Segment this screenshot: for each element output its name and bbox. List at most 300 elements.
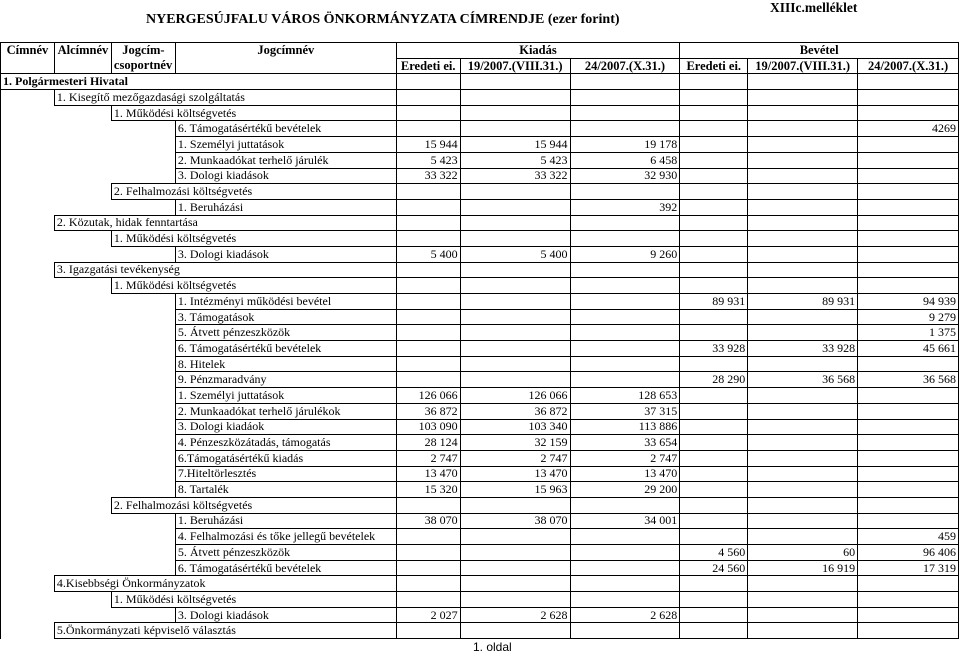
table-row <box>1 168 959 184</box>
cell-k3: 37 315 <box>570 403 680 419</box>
cell-b1 <box>680 403 748 419</box>
cell-k3: 9 260 <box>570 246 680 262</box>
cell-k3 <box>570 90 680 106</box>
cell-b1: 4 560 <box>680 545 748 561</box>
table-row <box>1 90 959 106</box>
row-label: 3. Dologi kiadások <box>175 607 396 623</box>
cell-k1 <box>396 74 460 90</box>
cell-b1 <box>680 246 748 262</box>
cell-b1 <box>680 199 748 215</box>
cell-k3: 34 001 <box>570 513 680 529</box>
table-row <box>1 482 959 498</box>
cell-k3: 33 654 <box>570 435 680 451</box>
row-label: 1. Kisegítő mezőgazdasági szolgáltatás <box>54 90 396 106</box>
cell-b2 <box>748 482 858 498</box>
col-k-24: 24/2007.(X.31.) <box>570 58 680 74</box>
cell-b2: 33 928 <box>748 341 858 357</box>
cell-b1 <box>680 278 748 294</box>
table-row <box>1 529 959 545</box>
cell-k2: 15 944 <box>460 137 570 153</box>
cell-k1: 2 027 <box>396 607 460 623</box>
cell-k1: 15 944 <box>396 137 460 153</box>
cell-k2 <box>460 184 570 200</box>
cell-b2 <box>748 388 858 404</box>
table-row <box>1 325 959 341</box>
cell-b2 <box>748 262 858 278</box>
cell-b2 <box>748 137 858 153</box>
annex-label: XIIIc.melléklet <box>770 0 858 15</box>
cell-k2 <box>460 497 570 513</box>
cell-k3 <box>570 325 680 341</box>
row-label: 8. Hitelek <box>175 356 396 372</box>
cell-k3 <box>570 545 680 561</box>
cell-b3 <box>858 137 959 153</box>
cell-k1: 5 400 <box>396 246 460 262</box>
col-b-19: 19/2007.(VIII.31.) <box>748 58 858 74</box>
cell-k1 <box>396 278 460 294</box>
row-label: 3. Dologi kiadások <box>175 246 396 262</box>
cell-b3: 4269 <box>858 121 959 137</box>
col-k-19: 19/2007.(VIII.31.) <box>460 58 570 74</box>
table-row <box>1 466 959 482</box>
cell-b2 <box>748 215 858 231</box>
cell-b2 <box>748 623 858 639</box>
cell-b1 <box>680 497 748 513</box>
cell-b1 <box>680 435 748 451</box>
cell-b1 <box>680 482 748 498</box>
row-label: 4. Pénzeszközátadás, támogatás <box>175 435 396 451</box>
row-label: 7.Hiteltörlesztés <box>175 466 396 482</box>
cell-k3: 6 458 <box>570 152 680 168</box>
cell-k2 <box>460 560 570 576</box>
cell-b2 <box>748 419 858 435</box>
cell-k3 <box>570 215 680 231</box>
cell-k2 <box>460 372 570 388</box>
cell-b2: 36 568 <box>748 372 858 388</box>
cell-b2 <box>748 309 858 325</box>
cell-k1 <box>396 560 460 576</box>
header-row-2 <box>1 58 959 74</box>
cell-b3: 1 375 <box>858 325 959 341</box>
cell-b1: 33 928 <box>680 341 748 357</box>
cell-k3 <box>570 74 680 90</box>
row-label: 5. Átvett pénzeszközök <box>175 325 396 341</box>
cell-b2 <box>748 356 858 372</box>
cell-k2 <box>460 74 570 90</box>
cell-b2: 16 919 <box>748 560 858 576</box>
cell-k2 <box>460 529 570 545</box>
header-row-1 <box>1 43 959 59</box>
row-label: 5.Önkormányzati képviselő választás <box>54 623 396 639</box>
col-jogcimcsoport-2: csoportnév <box>111 58 175 74</box>
row-label: 6.Támogatásértékű kiadás <box>175 450 396 466</box>
cell-b3 <box>858 482 959 498</box>
cell-k3: 13 470 <box>570 466 680 482</box>
row-label: 6. Támogatásértékű bevételek <box>175 121 396 137</box>
table-row <box>1 497 959 513</box>
table-row <box>1 262 959 278</box>
cell-b3 <box>858 152 959 168</box>
cell-k1 <box>396 215 460 231</box>
row-label: 3. Dologi kiadáok <box>175 419 396 435</box>
cell-b3: 459 <box>858 529 959 545</box>
cell-k1 <box>396 262 460 278</box>
cell-k1 <box>396 90 460 106</box>
table-row <box>1 309 959 325</box>
cell-k1: 13 470 <box>396 466 460 482</box>
row-label: 1. Működési költségvetés <box>111 231 396 247</box>
page-number: 1. oldal <box>473 640 512 654</box>
cell-b2: 60 <box>748 545 858 561</box>
cell-b1 <box>680 137 748 153</box>
cell-b1 <box>680 74 748 90</box>
cell-k2: 5 400 <box>460 246 570 262</box>
budget-table <box>0 42 959 639</box>
cell-b1 <box>680 215 748 231</box>
cell-k1: 126 066 <box>396 388 460 404</box>
cell-b2 <box>748 105 858 121</box>
cell-b3 <box>858 246 959 262</box>
cell-b1 <box>680 105 748 121</box>
cell-k1 <box>396 105 460 121</box>
cell-b2 <box>748 168 858 184</box>
cell-b2 <box>748 152 858 168</box>
cell-b1 <box>680 356 748 372</box>
cell-k2: 15 963 <box>460 482 570 498</box>
cell-k3: 19 178 <box>570 137 680 153</box>
cell-b3 <box>858 607 959 623</box>
cell-k2 <box>460 262 570 278</box>
cell-k1: 33 322 <box>396 168 460 184</box>
cell-k1 <box>396 309 460 325</box>
col-k-eredeti: Eredeti ei. <box>396 58 460 74</box>
cell-b3 <box>858 199 959 215</box>
cell-b2 <box>748 450 858 466</box>
row-label: 4. Felhalmozási és tőke jellegű bevételek <box>175 529 396 545</box>
table-body <box>1 74 959 639</box>
cell-b2 <box>748 497 858 513</box>
cell-k2 <box>460 341 570 357</box>
cell-k1 <box>396 341 460 357</box>
row-label: 3. Támogatások <box>175 309 396 325</box>
table-row <box>1 199 959 215</box>
row-label: 1. Polgármesteri Hivatal <box>1 74 397 90</box>
cell-k1 <box>396 592 460 608</box>
table-row <box>1 278 959 294</box>
cell-b2 <box>748 403 858 419</box>
row-label: 2. Felhalmozási költségvetés <box>111 184 396 200</box>
cell-k3 <box>570 497 680 513</box>
table-row <box>1 592 959 608</box>
row-label: 3. Dologi kiadások <box>175 168 396 184</box>
col-jogcimnev: Jogcímnév <box>175 43 396 59</box>
cell-b3 <box>858 576 959 592</box>
cell-b1 <box>680 576 748 592</box>
cell-b2 <box>748 576 858 592</box>
cell-k1: 38 070 <box>396 513 460 529</box>
row-label: 1. Intézményi működési bevétel <box>175 294 396 310</box>
table-row <box>1 607 959 623</box>
cell-b3 <box>858 450 959 466</box>
cell-k3 <box>570 592 680 608</box>
table-row <box>1 121 959 137</box>
cell-b1 <box>680 623 748 639</box>
table-row <box>1 341 959 357</box>
table-row <box>1 419 959 435</box>
cell-k3: 29 200 <box>570 482 680 498</box>
cell-k2 <box>460 545 570 561</box>
cell-b1 <box>680 231 748 247</box>
cell-b3 <box>858 513 959 529</box>
cell-b1: 28 290 <box>680 372 748 388</box>
table-row <box>1 231 959 247</box>
cell-b3 <box>858 231 959 247</box>
row-label: 1. Működési költségvetés <box>111 592 396 608</box>
cell-k3: 392 <box>570 199 680 215</box>
cell-b2 <box>748 121 858 137</box>
cell-k2 <box>460 199 570 215</box>
cell-b2 <box>748 466 858 482</box>
cell-b2 <box>748 607 858 623</box>
col-alcimnev: Alcímnév <box>54 43 111 59</box>
cell-k2 <box>460 105 570 121</box>
cell-b2 <box>748 231 858 247</box>
cell-b2 <box>748 90 858 106</box>
cell-k2 <box>460 576 570 592</box>
cell-b2 <box>748 529 858 545</box>
cell-b1 <box>680 388 748 404</box>
cell-k3 <box>570 278 680 294</box>
cell-k2: 38 070 <box>460 513 570 529</box>
row-label: 1. Személyi juttatások <box>175 137 396 153</box>
col-b-24: 24/2007.(X.31.) <box>858 58 959 74</box>
cell-k3 <box>570 105 680 121</box>
cell-b3 <box>858 435 959 451</box>
cell-b1: 24 560 <box>680 560 748 576</box>
cell-b1 <box>680 466 748 482</box>
table-row <box>1 560 959 576</box>
row-label: 9. Pénzmaradvány <box>175 372 396 388</box>
cell-b3: 17 319 <box>858 560 959 576</box>
row-label: 3. Igazgatási tevékenység <box>54 262 396 278</box>
table-row <box>1 372 959 388</box>
cell-b1 <box>680 325 748 341</box>
cell-k2: 2 747 <box>460 450 570 466</box>
row-label: 1. Működési költségvetés <box>111 105 396 121</box>
cell-k2 <box>460 356 570 372</box>
cell-k3 <box>570 529 680 545</box>
cell-k1 <box>396 497 460 513</box>
cell-k1 <box>396 325 460 341</box>
cell-b3 <box>858 262 959 278</box>
cell-k3 <box>570 576 680 592</box>
cell-k2: 36 872 <box>460 403 570 419</box>
table-row <box>1 105 959 121</box>
cell-k1: 15 320 <box>396 482 460 498</box>
cell-b1 <box>680 184 748 200</box>
table-row <box>1 137 959 153</box>
col-jogcimcsoport: Jogcím- <box>111 43 175 59</box>
cell-k2 <box>460 623 570 639</box>
cell-b3 <box>858 105 959 121</box>
table-row <box>1 623 959 639</box>
cell-k3: 128 653 <box>570 388 680 404</box>
row-label: 1. Beruházási <box>175 199 396 215</box>
cell-k1 <box>396 529 460 545</box>
cell-k3 <box>570 262 680 278</box>
col-b-eredeti: Eredeti ei. <box>680 58 748 74</box>
cell-k2: 2 628 <box>460 607 570 623</box>
table-row <box>1 388 959 404</box>
cell-k3 <box>570 356 680 372</box>
cell-k2: 5 423 <box>460 152 570 168</box>
cell-k1: 5 423 <box>396 152 460 168</box>
table-row <box>1 576 959 592</box>
table-row <box>1 513 959 529</box>
cell-k3: 2 747 <box>570 450 680 466</box>
cell-k2 <box>460 325 570 341</box>
cell-b3 <box>858 356 959 372</box>
cell-b1 <box>680 121 748 137</box>
cell-b3 <box>858 419 959 435</box>
col-kiadas: Kiadás <box>396 43 680 59</box>
cell-k1 <box>396 545 460 561</box>
cell-b3 <box>858 403 959 419</box>
cell-b2 <box>748 199 858 215</box>
cell-k2 <box>460 278 570 294</box>
cell-b3 <box>858 466 959 482</box>
cell-k2 <box>460 231 570 247</box>
cell-k3 <box>570 372 680 388</box>
cell-k1 <box>396 576 460 592</box>
cell-b2 <box>748 592 858 608</box>
cell-k1 <box>396 121 460 137</box>
table-row <box>1 246 959 262</box>
cell-k1: 36 872 <box>396 403 460 419</box>
col-bevetel: Bevétel <box>680 43 959 59</box>
cell-b2 <box>748 435 858 451</box>
cell-b1: 89 931 <box>680 294 748 310</box>
cell-k3: 2 628 <box>570 607 680 623</box>
cell-k1 <box>396 372 460 388</box>
col-cimnev: Címnév <box>1 43 55 59</box>
table-row <box>1 356 959 372</box>
cell-b3 <box>858 623 959 639</box>
cell-b3 <box>858 592 959 608</box>
cell-k3 <box>570 341 680 357</box>
cell-k3 <box>570 294 680 310</box>
cell-b1 <box>680 90 748 106</box>
cell-k2 <box>460 592 570 608</box>
cell-k3 <box>570 309 680 325</box>
cell-k3 <box>570 623 680 639</box>
cell-b1 <box>680 592 748 608</box>
cell-b2 <box>748 246 858 262</box>
cell-k2 <box>460 294 570 310</box>
cell-b1 <box>680 513 748 529</box>
cell-b3 <box>858 184 959 200</box>
row-label: 6. Támogatásértékű bevételek <box>175 341 396 357</box>
cell-b3: 94 939 <box>858 294 959 310</box>
cell-b1 <box>680 309 748 325</box>
cell-b3 <box>858 497 959 513</box>
table-row <box>1 435 959 451</box>
cell-k1: 28 124 <box>396 435 460 451</box>
cell-k3 <box>570 231 680 247</box>
row-label: 1. Működési költségvetés <box>111 278 396 294</box>
cell-b3 <box>858 388 959 404</box>
row-label: 6. Támogatásértékű bevételek <box>175 560 396 576</box>
cell-k1: 103 090 <box>396 419 460 435</box>
cell-b2 <box>748 74 858 90</box>
cell-b1 <box>680 419 748 435</box>
cell-k2: 13 470 <box>460 466 570 482</box>
cell-k2 <box>460 90 570 106</box>
cell-b3: 36 568 <box>858 372 959 388</box>
cell-b3 <box>858 168 959 184</box>
cell-k1 <box>396 199 460 215</box>
row-label: 2. Munkaadókat terhelő járulék <box>175 152 396 168</box>
table-row <box>1 184 959 200</box>
row-label: 5. Átvett pénzeszközök <box>175 545 396 561</box>
cell-b1 <box>680 168 748 184</box>
cell-k1 <box>396 184 460 200</box>
cell-b2 <box>748 184 858 200</box>
cell-k1 <box>396 294 460 310</box>
cell-k2 <box>460 215 570 231</box>
cell-k2: 103 340 <box>460 419 570 435</box>
table-row <box>1 294 959 310</box>
cell-k2 <box>460 309 570 325</box>
table-row <box>1 545 959 561</box>
cell-b3 <box>858 74 959 90</box>
row-label: 1. Beruházási <box>175 513 396 529</box>
cell-b3: 96 406 <box>858 545 959 561</box>
cell-b1 <box>680 529 748 545</box>
cell-b3: 45 661 <box>858 341 959 357</box>
cell-b2 <box>748 278 858 294</box>
row-label: 4.Kisebbségi Önkormányzatok <box>54 576 396 592</box>
cell-k2: 33 322 <box>460 168 570 184</box>
cell-k3 <box>570 560 680 576</box>
cell-k2: 32 159 <box>460 435 570 451</box>
cell-k2 <box>460 121 570 137</box>
cell-b1 <box>680 607 748 623</box>
row-label: 1. Személyi juttatások <box>175 388 396 404</box>
cell-k1 <box>396 231 460 247</box>
cell-k3: 113 886 <box>570 419 680 435</box>
cell-b3 <box>858 278 959 294</box>
table-row <box>1 450 959 466</box>
cell-b3 <box>858 215 959 231</box>
cell-k3 <box>570 121 680 137</box>
cell-b3 <box>858 90 959 106</box>
page-title: NYERGESÚJFALU VÁROS ÖNKORMÁNYZATA CÍMRENDJE (ezer forint) <box>146 12 620 27</box>
cell-b3: 9 279 <box>858 309 959 325</box>
cell-k1: 2 747 <box>396 450 460 466</box>
cell-b1 <box>680 262 748 278</box>
cell-k1 <box>396 623 460 639</box>
table-row <box>1 74 959 90</box>
row-label: 2. Munkaadókat terhelő járulékok <box>175 403 396 419</box>
row-label: 2. Felhalmozási költségvetés <box>111 497 396 513</box>
cell-k3 <box>570 184 680 200</box>
table-row <box>1 215 959 231</box>
table-row <box>1 152 959 168</box>
table-row <box>1 403 959 419</box>
cell-b2 <box>748 325 858 341</box>
cell-k3: 32 930 <box>570 168 680 184</box>
